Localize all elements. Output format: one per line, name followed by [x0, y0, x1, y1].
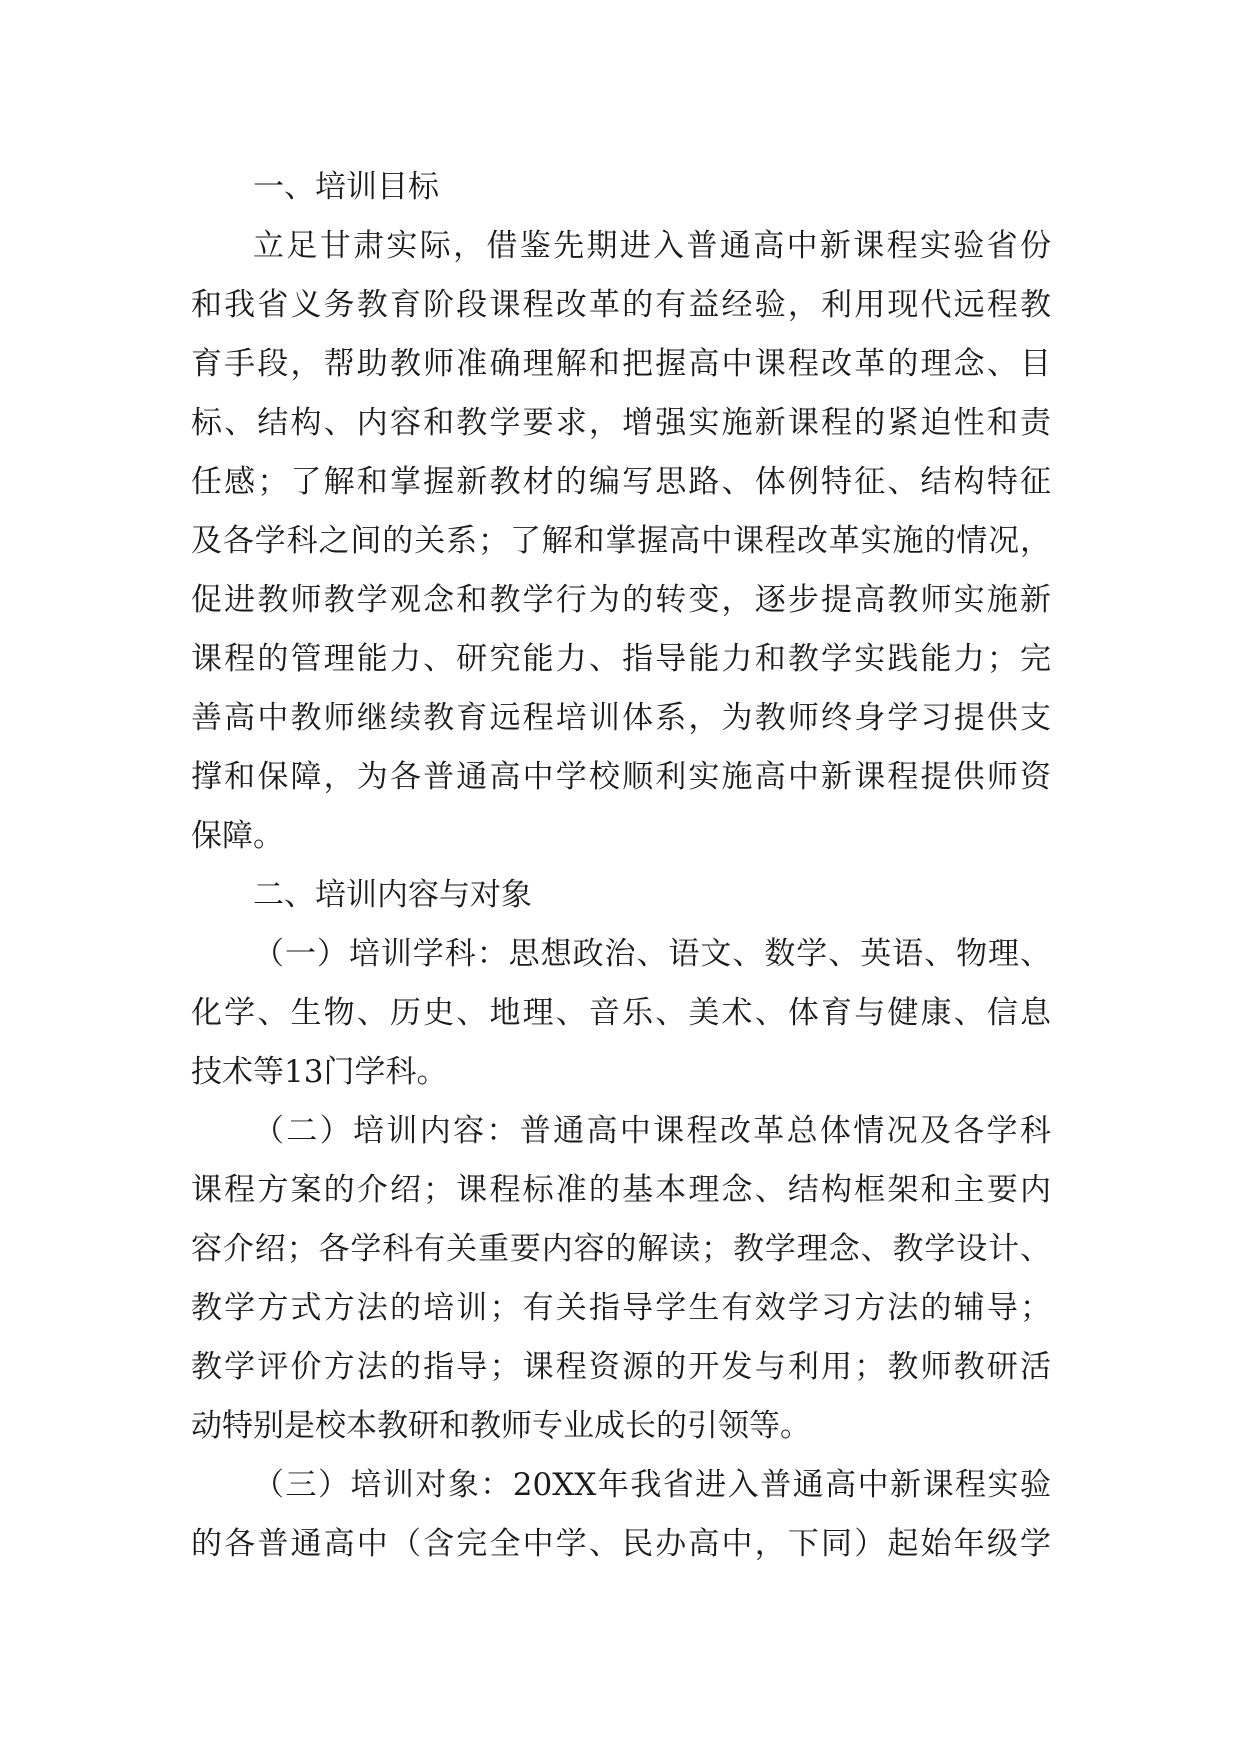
paragraph-line: 善高中教师继续教育远程培训体系，为教师终身学习提供支 — [191, 700, 1051, 736]
paragraph-line: 和我省义务教育阶段课程改革的有益经验，利用现代远程教 — [191, 287, 1051, 323]
paragraph-line: 教学方式方法的培训；有关指导学生有效学习方法的辅导； — [191, 1290, 1051, 1326]
section-heading-training-goals: 一、培训目标 — [253, 169, 439, 205]
section-heading-training-content: 二、培训内容与对象 — [253, 877, 532, 913]
paragraph-line: 保障。 — [191, 818, 284, 854]
paragraph-line: 化学、生物、历史、地理、音乐、美术、体育与健康、信息 — [191, 995, 1051, 1031]
paragraph-line: 动特别是校本教研和教师专业成长的引领等。 — [191, 1408, 811, 1444]
paragraph-line: （三）培训对象：20XX年我省进入普通高中新课程实验 — [253, 1467, 1051, 1503]
paragraph-line: （二）培训内容：普通高中课程改革总体情况及各学科 — [253, 1113, 1051, 1149]
paragraph-line: 课程方案的介绍；课程标准的基本理念、结构框架和主要内 — [191, 1172, 1051, 1208]
paragraph-line: 教学评价方法的指导；课程资源的开发与利用；教师教研活 — [191, 1349, 1051, 1385]
paragraph-line: 撑和保障，为各普通高中学校顺利实施高中新课程提供师资 — [191, 759, 1051, 795]
paragraph-line: 任感；了解和掌握新教材的编写思路、体例特征、结构特征 — [191, 464, 1051, 500]
paragraph-line: 及各学科之间的关系；了解和掌握高中课程改革实施的情况， — [191, 523, 1051, 559]
paragraph-line: 育手段，帮助教师准确理解和把握高中课程改革的理念、目 — [191, 346, 1051, 382]
paragraph-line: 技术等13门学科。 — [191, 1054, 448, 1090]
paragraph-line: 立足甘肃实际，借鉴先期进入普通高中新课程实验省份 — [253, 228, 1051, 264]
paragraph-line: 标、结构、内容和教学要求，增强实施新课程的紧迫性和责 — [191, 405, 1051, 441]
paragraph-line: 的各普通高中（含完全中学、民办高中，下同）起始年级学 — [191, 1526, 1051, 1562]
paragraph-line: 课程的管理能力、研究能力、指导能力和教学实践能力；完 — [191, 641, 1051, 677]
paragraph-line: 容介绍；各学科有关重要内容的解读；教学理念、教学设计、 — [191, 1231, 1051, 1267]
paragraph-line: （一）培训学科：思想政治、语文、数学、英语、物理、 — [253, 936, 1051, 972]
paragraph-line: 促进教师教学观念和教学行为的转变，逐步提高教师实施新 — [191, 582, 1051, 618]
